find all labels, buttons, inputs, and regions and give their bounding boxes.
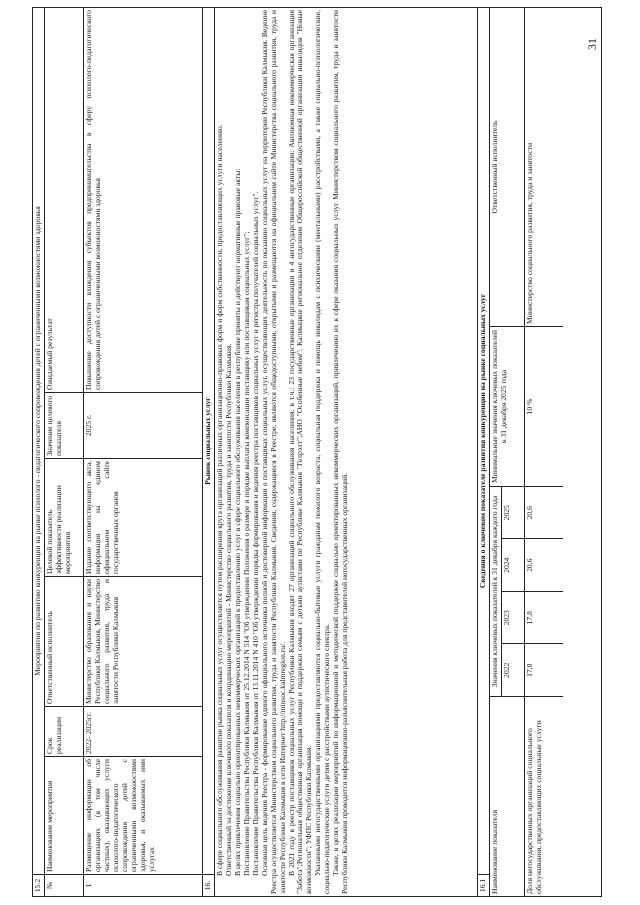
indicator-name: Доля негосударственных организаций социального обслуживания, предоставляющих социальные услуги [525, 696, 563, 896]
value-2022: 17,8 [525, 644, 563, 697]
paragraph: В целях привлечения социально ориентированных некоммерческих организаций к предоставлению услуг в сфере социального обслуживания населения в республике приняты и действуют нормативные правовые акты: [232, 168, 242, 876]
header-result: Ожидаемый результат [44, 318, 54, 390]
row-result: Повышение доступности вхождения субъектов предпринимательства в сферу психолого-педагогического сопровождения детей с ограниченными возможностями здоровья [83, 10, 102, 390]
year-2025: 2025 [501, 505, 511, 521]
header-values-group [490, 486, 524, 696]
min-value: 10 % [525, 326, 563, 486]
section-number: 16. [203, 874, 214, 896]
header-years [502, 487, 524, 696]
value-2023: 17,8 [525, 591, 563, 644]
paragraph: Постановление Правительства Республики Калмыкия от 25.12.2014 N 514 "Об утверждении Положения о размере и порядке выплаты компенсации поставщику или поставщикам социальных услуг"; [241, 231, 251, 876]
row-term: 2022- 2025гг. [84, 706, 202, 756]
header-values-title: Значения ключевых показателей к 31 декабря каждого года [490, 487, 502, 696]
header-indicator: Целевой показатель эффективности реализации мероприятия [45, 458, 83, 576]
paragraph: Ответственный за достижение ключевого показателя и координацию мероприятий - Министерство социального развития, труда и занятости Республики Калмыкия. [223, 343, 233, 876]
header-value: Значение целевого показателя [45, 392, 83, 458]
paragraph: В сфере социального обслуживания развитие рынка социальных услуг осуществляется путем расширения круга организаций различных организационно-правовых форм и форм собственности, предоставляющих услуги населению. [214, 124, 224, 876]
row-num: 1 [84, 874, 202, 896]
year-2023: 2023 [502, 591, 524, 644]
paragraph: Также, в целях реализации мероприятий по информационной и методической поддержке социально ориентированных некоммерческих организаций, привлечению их к сфере оказания социальных услуг Министерством социального развития, труда и занятости Республики Калмыкия проводится информационно-разъяснительная работа для представителей негосударственных организаций. [331, 10, 350, 894]
table-row [84, 8, 203, 896]
row-executor: Министерство образования и науки Республики Калмыкия, Министерство социального развития, труда и занятости Республики Калмыкия [84, 576, 202, 706]
section-title: Сведения о ключевом показателе развития конкуренции на рынке социальных услуг [477, 293, 487, 589]
indicator-values [525, 486, 563, 696]
section-16-title-row [203, 8, 215, 896]
indicator-header-row [490, 8, 525, 896]
section-title: Рынок социальных услуг [202, 397, 212, 485]
indicator-executor: Министерство социального развития, труда и занятости [524, 142, 534, 324]
header-min-value: Минимальные значения ключевых показателей к 31 декабря 2025 года [490, 326, 524, 486]
row-name: Размещение информации об организациях (в том числе частных), оказывающих услуги психолого-педагогического сопровождения детей с ограниченными возможностями здоровья, и оказываемых ими услугах [84, 756, 202, 874]
paragraph: Основная цель ведения Реестра - формирование единого официального источника полной и достоверной информации о поставщиках социальных услуг, осуществляющих деятельность по оказанию социальных услуг на территории Республики Калмыкия. Ведение Реестра осуществляется Министерством социального развития, труда и занятости Республики Калмыкия. Сведения, содержащиеся в Реестре, являются общедоступными, открытыми и размещаются на официальном сайте Министерства социального развития, труда и занятости Республики Калмыкия в сети Интернет http://minsoc.kalmregion.ru/. [259, 10, 287, 894]
paragraph: Постановление Правительства Республики Калмыкия от 13.11.2014 N 410 "Об утверждении порядка формирования и ведения реестра поставщиков социальных услуг и регистра получателей социальных услуг". [250, 191, 260, 876]
value-2024: 20,6 [525, 539, 563, 592]
section-16-text-row [215, 8, 478, 896]
section-number: 16.1 [478, 874, 489, 896]
paragraph: В 2021 году в реестр поставщиков социальных услуг Республики Калмыкия входят 27 организаций социального обслуживания населения, в т.ч.: 23 государственные организации и 4 негосударственные организации: Автономная некоммерческая организация "Забота";Региональная общественная организация помощи и поддержки семьям с детьми аутистами по Республике Калмыкия "Гелрэлт";АНО "Особенные небом"; Калмыцкое региональное отделение Общероссийской общественной организации инвалидов "Новые возможности"; УФПС Республики Калмыкия. [286, 10, 314, 894]
paragraph: Указанными негосударственными организациями предоставляются социально-бытовые услуги гражданам пожилого возраста, социальная поддержка и помощь инвалидам с психическими (ментальными) расстройствами, а также социально-психологические, социально-педагогические услуги детям с расстройствами аутистического спектра. [313, 10, 332, 894]
section-15-2-title-row [33, 8, 45, 896]
header-executor: Ответственный исполнитель [489, 120, 499, 214]
document-table [32, 7, 602, 897]
value-2025: 20,6 [524, 506, 534, 520]
indicator-row [525, 8, 563, 896]
section-16-text [215, 8, 477, 896]
row-indicator: Издание соответствующего акта, информация на едином официальном сайте государственных органов [84, 458, 202, 576]
year-2022: 2022 [502, 644, 524, 697]
header-num: № [45, 874, 83, 896]
header-indicator-name: Наименование показателя [490, 696, 524, 896]
header-term: Срок реализации [45, 706, 83, 756]
header-executor: Ответственный исполнитель [45, 576, 83, 706]
section-number: 15.2 [33, 874, 44, 896]
header-name: Наименование мероприятия [45, 756, 83, 874]
section-title: Мероприятия по развитию конкуренции на рынке психолого - педагогического сопровождения детей с ограниченными возможностями здоровья [33, 206, 42, 676]
row-value: 2025 г. [84, 392, 202, 458]
year-2024: 2024 [502, 539, 524, 592]
section-16-1-title-row [478, 8, 490, 896]
page-number: 31 [585, 38, 599, 50]
table-header-row [45, 8, 84, 896]
